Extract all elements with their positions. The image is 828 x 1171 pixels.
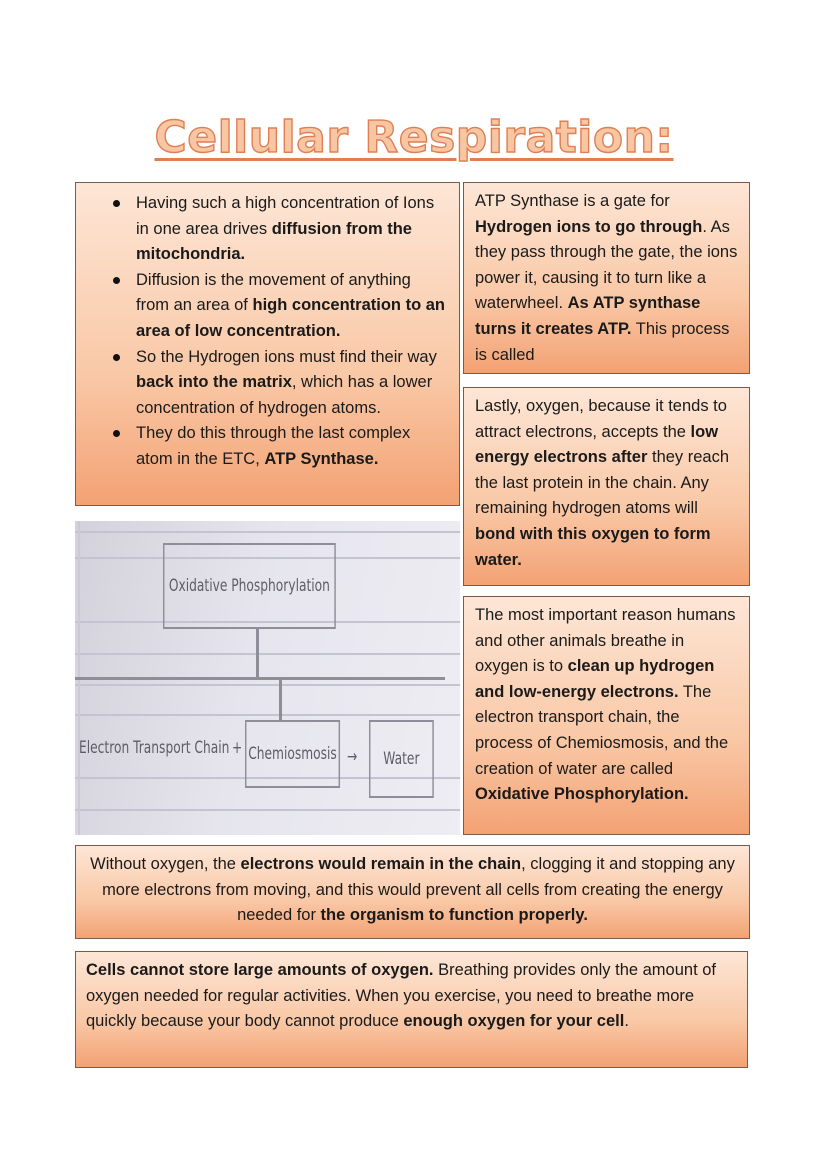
bullet-list: [136, 191, 445, 473]
body-text: , clogging it and stopping any more electrons from moving, and this would prevent all cells from creating the energy needed for: [102, 855, 735, 925]
ruled-line: [75, 653, 460, 655]
body-text: Diffusion is the movement of anything from an area of: [136, 270, 411, 315]
diagram-top-box: [163, 543, 336, 629]
body-text: Lastly, oxygen, because it tends to attract electrons, accepts the: [475, 397, 727, 441]
bullet-item: [136, 191, 445, 268]
bold-text: clean up hydrogen and low-energy electrons.: [475, 657, 715, 701]
ruled-line: [75, 531, 460, 533]
ruled-line: [75, 684, 460, 686]
bold-text: ATP Synthase.: [264, 449, 379, 468]
cells-storage-box: [75, 951, 748, 1068]
bold-text: Oxidative Phosphorylation.: [475, 785, 689, 804]
body-text: The electron transport chain, the process of Chemiosmosis, and the creation of water are called: [475, 682, 729, 778]
bullet-item: [136, 345, 445, 422]
bold-text: electrons would remain in the chain: [240, 855, 522, 873]
body-text: . As they pass through the gate, the ions power it, causing it to turn like a waterwheel.: [475, 217, 738, 313]
bold-text: back into the matrix: [136, 373, 292, 392]
ruled-line: [75, 809, 460, 811]
handwritten-diagram-photo: [75, 521, 460, 835]
body-text: ATP Synthase is a gate for: [475, 192, 670, 210]
bold-text: diffusion from the mitochondria.: [136, 219, 412, 264]
diagram-water-label: Water: [383, 749, 420, 769]
diagram-water-box: [369, 720, 434, 798]
diagram-plus: +: [232, 738, 243, 758]
bold-text: high concentration to an area of low concentration.: [136, 296, 445, 340]
bold-text: the organism to function properly.: [320, 906, 588, 925]
arrow-right-icon: →: [347, 747, 358, 767]
diagram-top-label: Oxidative Phosphorylation: [168, 576, 330, 596]
body-text: The most important reason humans and other animals breathe in oxygen is to: [475, 606, 736, 676]
oxidative-phosphorylation-box: [463, 596, 750, 835]
oxygen-box: [463, 387, 750, 586]
body-text: , which has a lower concentration of hydrogen atoms.: [136, 373, 433, 417]
atp-synthase-box: [463, 182, 750, 374]
bullet-item: [136, 421, 445, 472]
connector-line: [75, 677, 445, 680]
diagram-chemiosmosis-label: Chemiosmosis: [248, 744, 337, 764]
bold-text: Cells cannot store large amounts of oxygen.: [86, 961, 434, 979]
bullet-item: [136, 268, 445, 345]
body-text: So the Hydrogen ions must find their way: [136, 347, 437, 366]
connector-line: [256, 629, 259, 679]
body-text: .: [624, 1012, 629, 1031]
page-title: Cellular Respiration:: [154, 112, 674, 163]
body-text: Having such a high concentration of Ions in one area drives: [136, 194, 435, 238]
ruled-line: [75, 714, 460, 716]
etc-bullets-box: [75, 182, 460, 506]
without-oxygen-box: [75, 845, 750, 939]
diagram-etc-label: Electron Transport Chain: [79, 738, 230, 758]
bold-text: Hydrogen ions to go through: [475, 217, 703, 236]
bold-text: As ATP synthase turns it creates ATP.: [475, 294, 701, 338]
body-text: Breathing provides only the amount of oxygen needed for regular activities. When you exercise, you need to breathe more quickly because your body cannot produce: [86, 961, 717, 1031]
body-text: This process is called: [475, 319, 730, 364]
body-text: Without oxygen, the: [90, 855, 241, 873]
bold-text: enough oxygen for your cell: [403, 1012, 625, 1031]
diagram-chemiosmosis-box: [245, 720, 340, 788]
body-text: they reach the last protein in the chain. Any remaining hydrogen atoms will: [475, 448, 730, 518]
connector-line: [279, 677, 282, 721]
bold-text: low energy electrons after: [475, 422, 719, 467]
body-text: They do this through the last complex atom in the ETC,: [136, 424, 411, 468]
bold-text: bond with this oxygen to form water.: [475, 524, 711, 569]
